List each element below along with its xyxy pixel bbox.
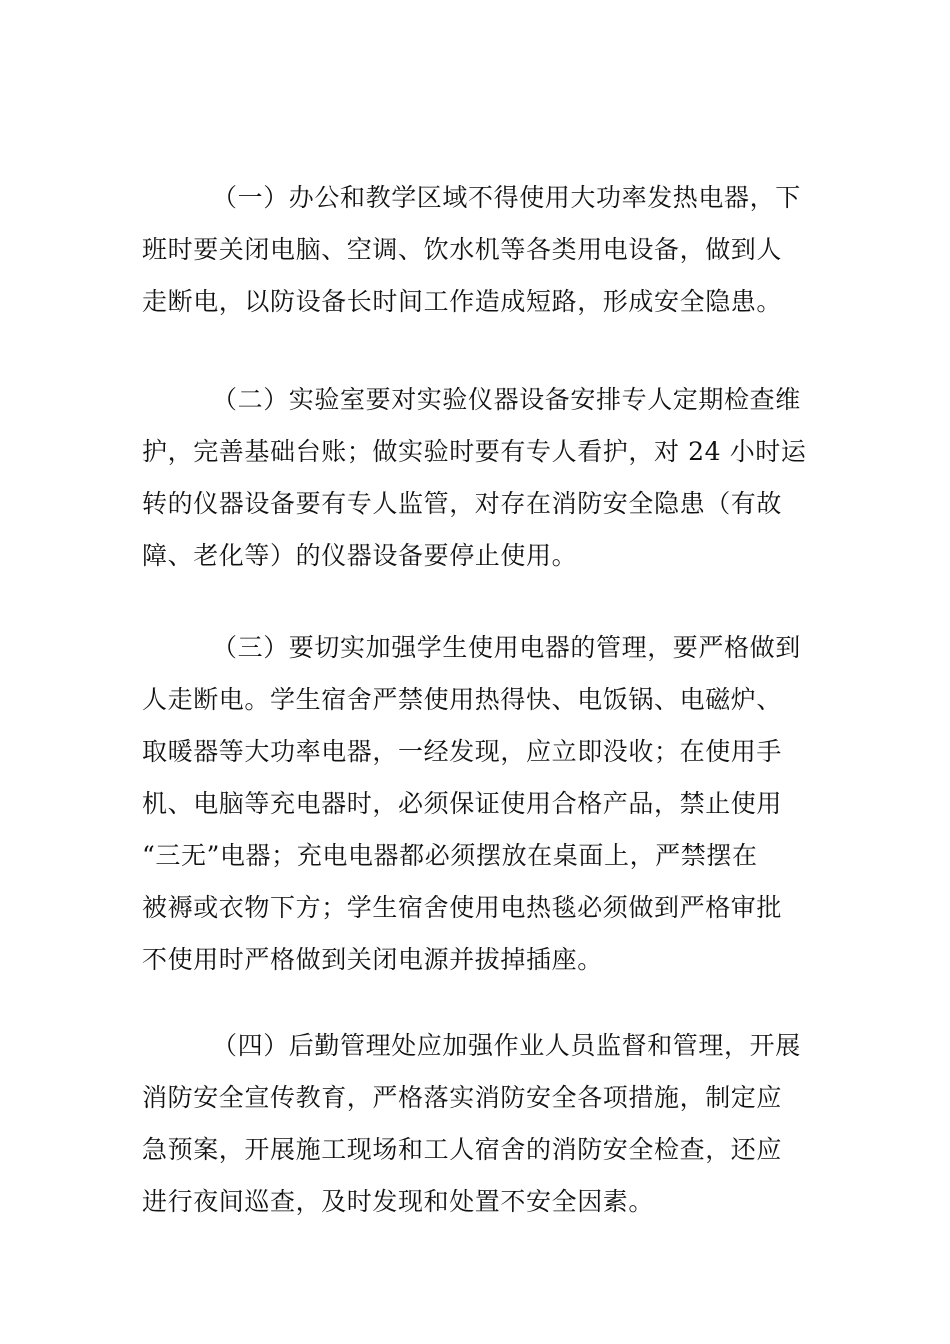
paragraph-line: 班时要关闭电脑、空调、饮水机等各类用电设备，做到人 bbox=[142, 235, 783, 264]
paragraph-line: 被褥或衣物下方；学生宿舍使用电热毯必须做到严格审批 bbox=[142, 893, 783, 922]
paragraph-line: （一）办公和教学区域不得使用大功率发热电器，下 bbox=[212, 183, 801, 212]
paragraph-line: 转的仪器设备要有专人监管，对存在消防安全隐患（有故 bbox=[142, 489, 783, 518]
paragraph-line: 障、老化等）的仪器设备要停止使用。 bbox=[142, 541, 578, 570]
paragraph-3 bbox=[142, 622, 808, 986]
paragraph-2 bbox=[142, 374, 808, 582]
paragraph-line: 走断电，以防设备长时间工作造成短路，形成安全隐患。 bbox=[142, 287, 783, 316]
paragraph-line: “三无”电器；充电电器都必须摆放在桌面上，严禁摆在 bbox=[142, 841, 758, 870]
paragraph-line: 消防安全宣传教育，严格落实消防安全各项措施，制定应 bbox=[142, 1083, 783, 1112]
paragraph-line: 机、电脑等充电器时，必须保证使用合格产品，禁止使用 bbox=[142, 789, 783, 818]
paragraph-line: 取暖器等大功率电器，一经发现，应立即没收；在使用手 bbox=[142, 737, 783, 766]
paragraph-line: （四）后勤管理处应加强作业人员监督和管理，开展 bbox=[212, 1031, 801, 1060]
paragraph-1 bbox=[142, 172, 808, 328]
paragraph-4 bbox=[142, 1020, 808, 1228]
paragraph-line: 不使用时严格做到关闭电源并拔掉插座。 bbox=[142, 945, 603, 974]
paragraph-line: （三）要切实加强学生使用电器的管理，要严格做到 bbox=[212, 633, 801, 662]
paragraph-line: 进行夜间巡查，及时发现和处置不安全因素。 bbox=[142, 1187, 655, 1216]
paragraph-line: 人走断电。学生宿舍严禁使用热得快、电饭锅、电磁炉、 bbox=[142, 685, 783, 714]
paragraph-line: （二）实验室要对实验仪器设备安排专人定期检查维 bbox=[212, 385, 801, 414]
paragraph-line: 急预案，开展施工现场和工人宿舍的消防安全检查，还应 bbox=[142, 1135, 783, 1164]
paragraph-line: 护，完善基础台账；做实验时要有专人看护，对 24 小时运 bbox=[142, 437, 807, 466]
